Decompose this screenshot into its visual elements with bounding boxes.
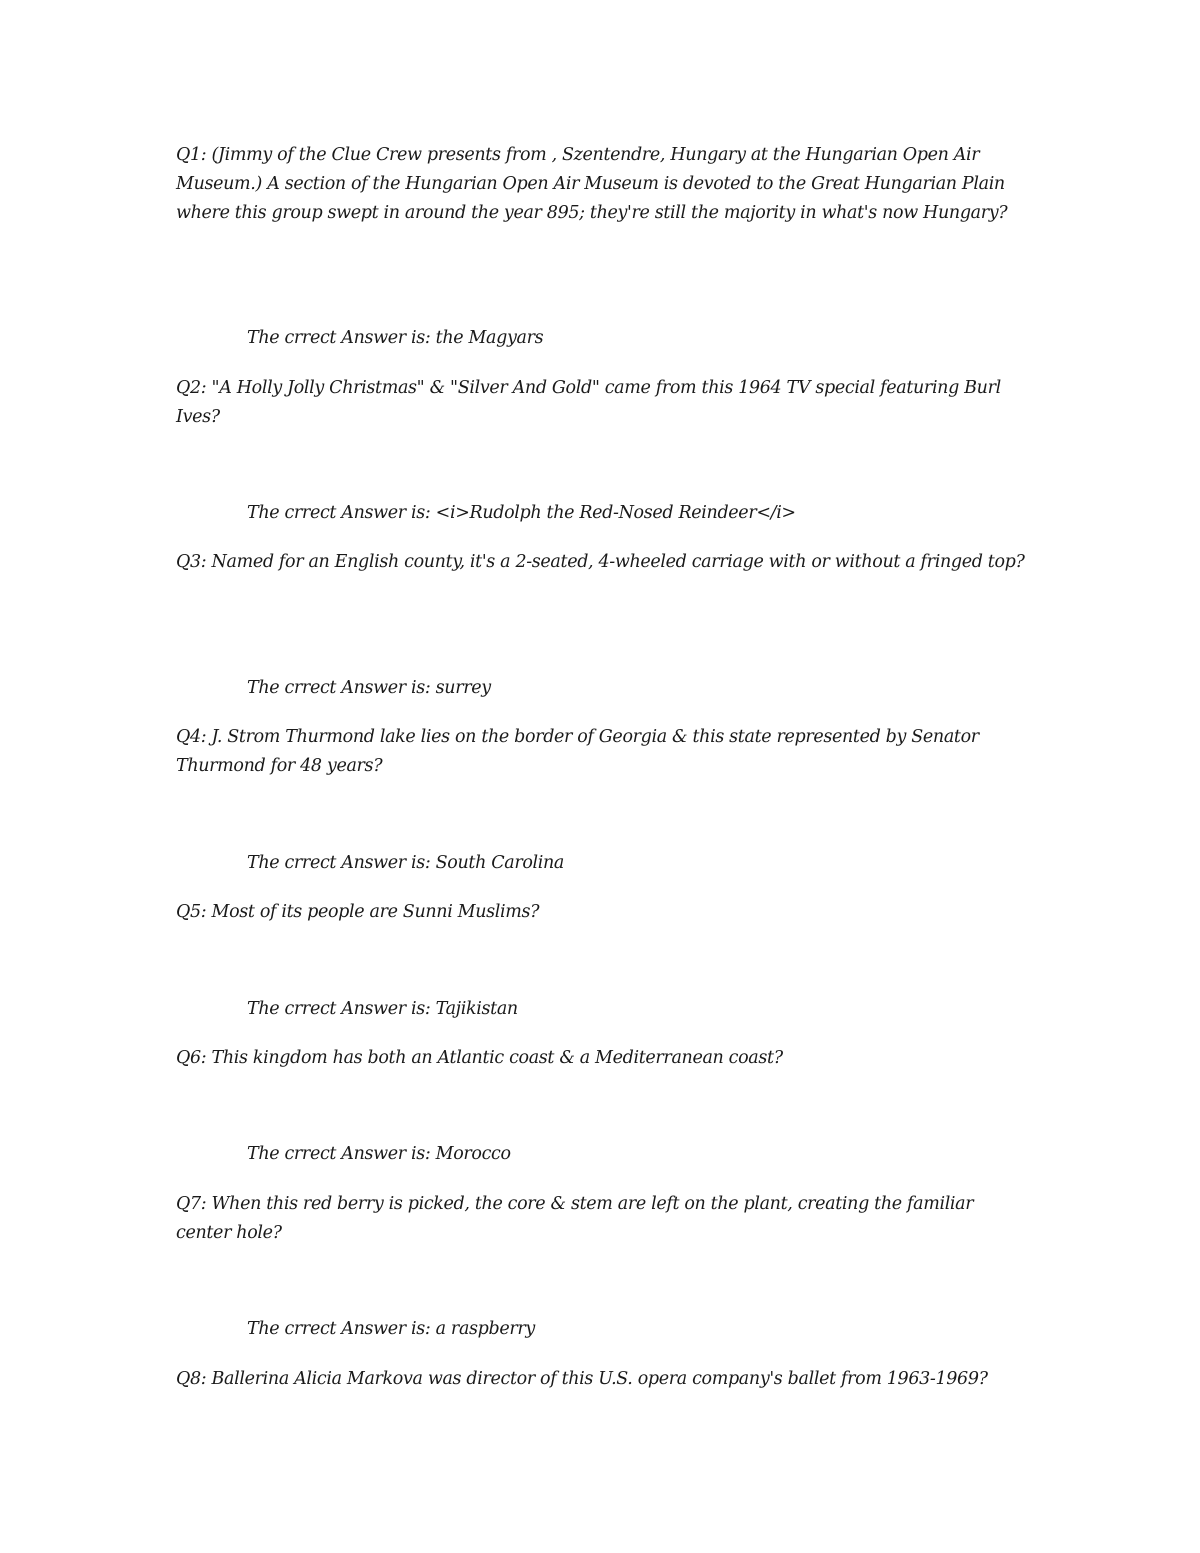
answer-6: The crrect Answer is: Morocco [247, 1144, 511, 1164]
answer-4: The crrect Answer is: South Carolina [247, 853, 565, 873]
question-3: Q3: Named for an English county, it's a 2-seated, 4-wheeled carriage with or without a fringed top? [176, 552, 1025, 572]
answer-3: The crrect Answer is: surrey [247, 678, 491, 698]
answer-2: The crrect Answer is: <i>Rudolph the Red-Nosed Reindeer</i> [247, 503, 796, 523]
answer-7: The crrect Answer is: a raspberry [247, 1319, 535, 1339]
answer-5: The crrect Answer is: Tajikistan [247, 999, 518, 1019]
question-4: Q4: J. Strom Thurmond lake lies on the border of Georgia & this state represented by Senator Thurmond for 48 years? [176, 727, 979, 776]
question-1: Q1: (Jimmy of the Clue Crew presents from , Szentendre, Hungary at the Hungarian Open Air Museum.) A section of the Hungarian Open Air Museum is devoted to the Great Hungarian Plain where this group swept in around the year 895; they're still the majority in what's now Hungary? [176, 145, 1008, 223]
question-8: Q8: Ballerina Alicia Markova was director of this U.S. opera company's ballet from 1963-1969? [176, 1369, 988, 1389]
question-5: Q5: Most of its people are Sunni Muslims? [176, 902, 540, 922]
answer-1: The crrect Answer is: the Magyars [247, 328, 544, 348]
question-7: Q7: When this red berry is picked, the core & stem are left on the plant, creating the familiar center hole? [176, 1194, 974, 1243]
question-2: Q2: "A Holly Jolly Christmas" & "Silver And Gold" came from this 1964 TV special featuring Burl Ives? [176, 378, 1001, 427]
question-6: Q6: This kingdom has both an Atlantic coast & a Mediterranean coast? [176, 1048, 783, 1068]
